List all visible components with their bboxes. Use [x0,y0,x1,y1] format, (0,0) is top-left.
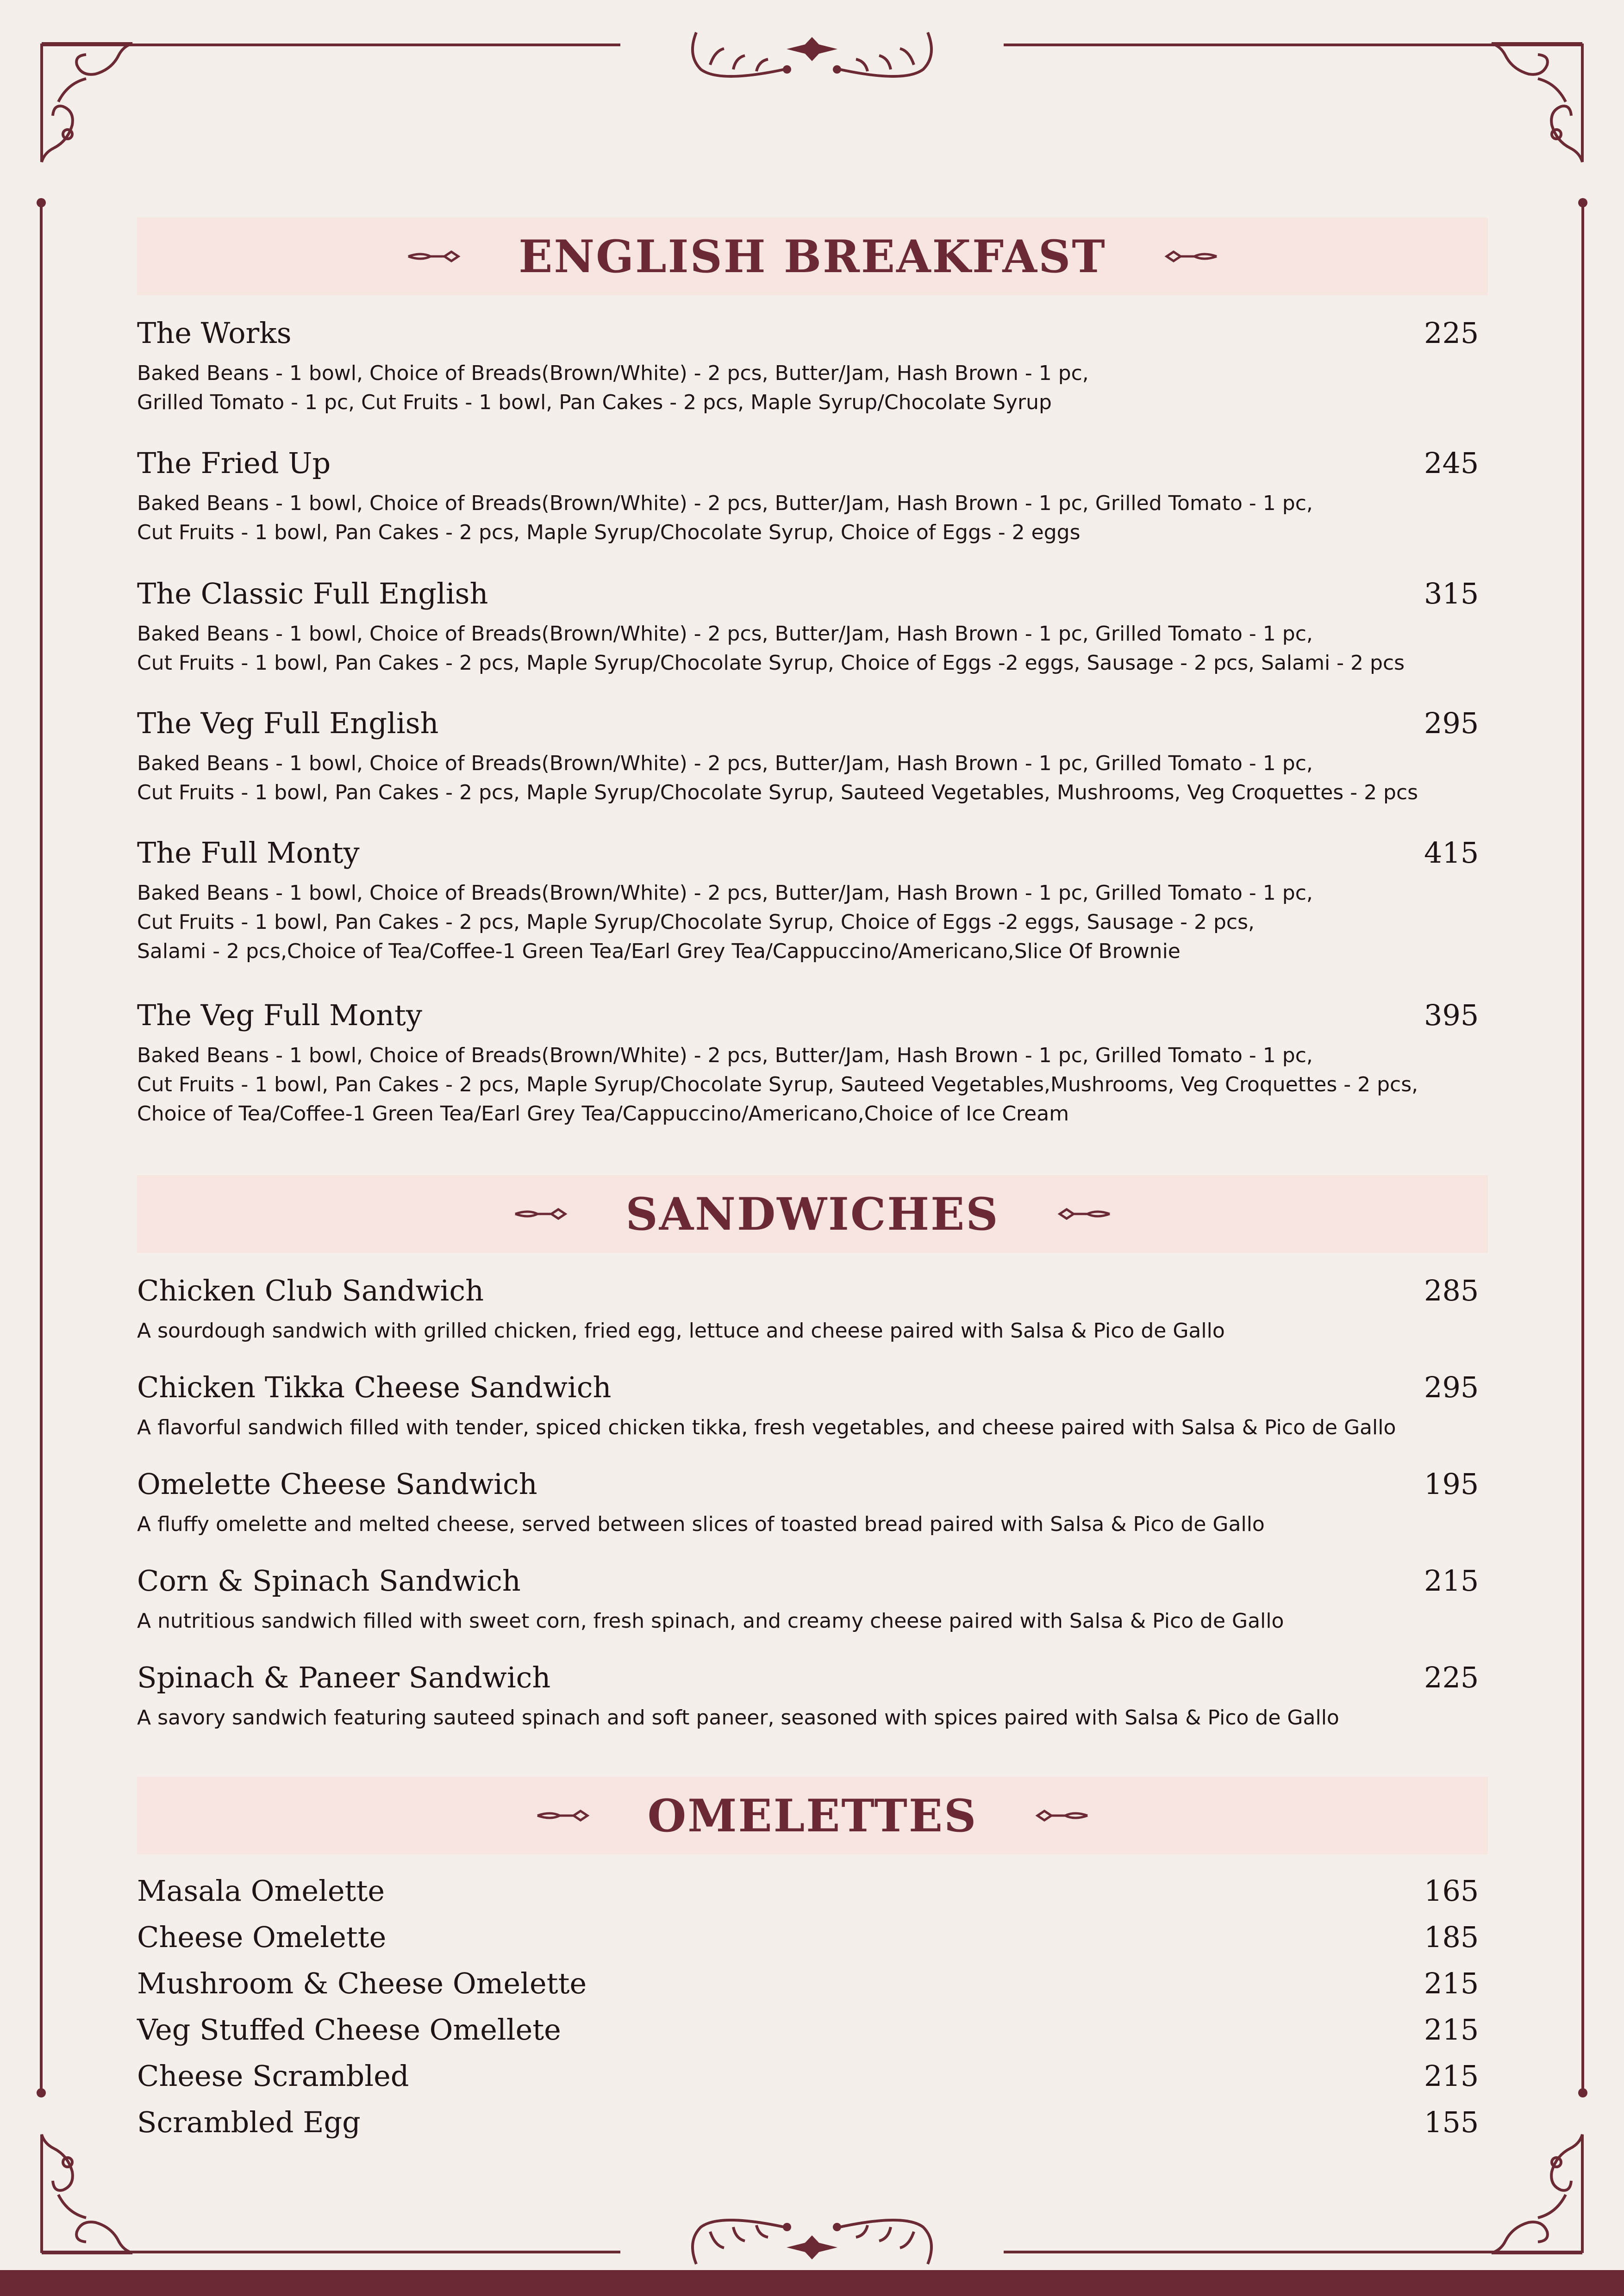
omelette-item-name: Cheese Omelette [137,1920,387,1954]
item-description: Baked Beans - 1 bowl, Choice of Breads(Brown/White) - 2 pcs, Butter/Jam, Hash Brown - 1 pc, Grilled Tomato - 1 pc, Cut Fruits - 1 bowl, Pan Cakes - 2 pcs, Maple Syrup/Chocolate Syrup, Choice of Eggs -2 eggs, Sausage - 2 pcs, Salami - 2 pcs,Choice of Tea/Coffee-1 Green Tea/Earl Grey Tea/Cappuccino/Americano,Slice Of Brownie [137,881,1313,963]
item-name: The Veg Full Monty [137,998,422,1032]
flourish-right-icon [1162,249,1218,263]
corner-ornament-top-left-icon [40,42,142,171]
omelette-item-price: 155 [1424,2105,1479,2139]
item-price: 215 [1424,1564,1479,1598]
omelette-item-name: Scrambled Egg [137,2105,361,2139]
top-center-ornament-icon [682,23,942,97]
item-name: The Full Monty [137,836,360,870]
item-name: The Works [137,316,292,350]
item-description: A sourdough sandwich with grilled chicken, fried egg, lettuce and cheese paired with Salsa & Pico de Gallo [137,1319,1225,1343]
item-description: Baked Beans - 1 bowl, Choice of Breads(Brown/White) - 2 pcs, Butter/Jam, Hash Brown - 1 pc, Grilled Tomato - 1 pc, Cut Fruits - 1 bowl, Pan Cakes - 2 pcs, Maple Syrup/Chocolate Syrup, Choice of Eggs - 2 eggs [137,492,1313,544]
flourish-left-icon [514,1207,570,1221]
item-price: 285 [1424,1274,1479,1307]
item-price: 245 [1424,446,1479,480]
omelette-item-price: 215 [1424,2059,1479,2093]
omelette-item-name: Masala Omelette [137,1874,385,1908]
item-price: 295 [1424,1370,1479,1404]
omelette-item-price: 165 [1424,1874,1479,1908]
item-price: 295 [1424,706,1479,740]
section-header-breakfast [137,218,1488,295]
omelette-item-price: 185 [1424,1920,1479,1954]
omelette-item-price: 215 [1424,1966,1479,2000]
item-price: 395 [1424,998,1479,1032]
omelette-item-name: Veg Stuffed Cheese Omellete [137,2013,561,2047]
frame-left-line [40,204,43,2092]
item-name: The Fried Up [137,446,331,480]
omelette-item-name: Mushroom & Cheese Omelette [137,1966,587,2000]
item-name: The Classic Full English [137,577,488,610]
item-description: Baked Beans - 1 bowl, Choice of Breads(Brown/White) - 2 pcs, Butter/Jam, Hash Brown - 1 pc, Grilled Tomato - 1 pc, Cut Fruits - 1 bowl, Pan Cakes - 2 pcs, Maple Syrup/Chocolate Syrup, Sauteed Vegetables, Mushrooms, Veg Croquettes - 2 pcs [137,752,1418,804]
omelette-item-name: Cheese Scrambled [137,2059,409,2093]
section-title: OMELETTES [647,1789,978,1842]
item-price: 225 [1424,1661,1479,1694]
item-price: 415 [1424,836,1479,870]
item-name: Chicken Club Sandwich [137,1274,484,1307]
item-price: 225 [1424,316,1479,350]
flourish-right-icon [1055,1207,1111,1221]
corner-ornament-bottom-right-icon [1482,2125,1584,2255]
item-description: Baked Beans - 1 bowl, Choice of Breads(Brown/White) - 2 pcs, Butter/Jam, Hash Brown - 1 pc, Grilled Tomato - 1 pc, Cut Fruits - 1 bowl, Pan Cakes - 2 pcs, Maple Syrup/Chocolate Syrup, Choice of Eggs -2 eggs, Sausage - 2 pcs, Salami - 2 pcs [137,622,1405,675]
corner-ornament-bottom-left-icon [40,2125,142,2255]
frame-right-line [1581,204,1584,2092]
flourish-left-icon [537,1809,592,1823]
omelette-item-price: 215 [1424,2013,1479,2047]
item-description: A nutritious sandwich filled with sweet corn, fresh spinach, and creamy cheese paired with Salsa & Pico de Gallo [137,1609,1284,1633]
item-name: Spinach & Paneer Sandwich [137,1661,551,1694]
item-name: Chicken Tikka Cheese Sandwich [137,1370,612,1404]
corner-ornament-top-right-icon [1482,42,1584,171]
flourish-right-icon [1033,1809,1088,1823]
footer-bar [0,2270,1624,2296]
section-header-omelettes [137,1777,1488,1854]
item-price: 315 [1424,577,1479,610]
item-description: Baked Beans - 1 bowl, Choice of Breads(Brown/White) - 2 pcs, Butter/Jam, Hash Brown - 1 pc, Grilled Tomato - 1 pc, Cut Fruits - 1 bowl, Pan Cakes - 2 pcs, Maple Syrup/Chocolate Syrup [137,361,1089,414]
item-name: The Veg Full English [137,706,439,740]
item-description: A fluffy omelette and melted cheese, served between slices of toasted bread paired with Salsa & Pico de Gallo [137,1512,1265,1536]
flourish-left-icon [407,249,463,263]
item-description: A savory sandwich featuring sauteed spinach and soft paneer, seasoned with spices paired with Salsa & Pico de Gallo [137,1706,1339,1730]
bottom-center-ornament-icon [682,2199,942,2273]
item-description: Baked Beans - 1 bowl, Choice of Breads(Brown/White) - 2 pcs, Butter/Jam, Hash Brown - 1 pc, Grilled Tomato - 1 pc, Cut Fruits - 1 bowl, Pan Cakes - 2 pcs, Maple Syrup/Chocolate Syrup, Sauteed Vegetables,Mushrooms, Veg Croquettes - 2 pcs, Choice of Tea/Coffee-1 Green Tea/Earl Grey Tea/Cappuccino/Americano,Choice of Ice Cream [137,1044,1418,1126]
item-description: A flavorful sandwich filled with tender, spiced chicken tikka, fresh vegetables, and cheese paired with Salsa & Pico de Gallo [137,1416,1396,1439]
section-header-sandwiches [137,1175,1488,1253]
item-name: Corn & Spinach Sandwich [137,1564,521,1598]
item-name: Omelette Cheese Sandwich [137,1467,537,1501]
item-price: 195 [1424,1467,1479,1501]
section-title: SANDWICHES [625,1188,999,1240]
section-title: ENGLISH BREAKFAST [518,230,1106,283]
